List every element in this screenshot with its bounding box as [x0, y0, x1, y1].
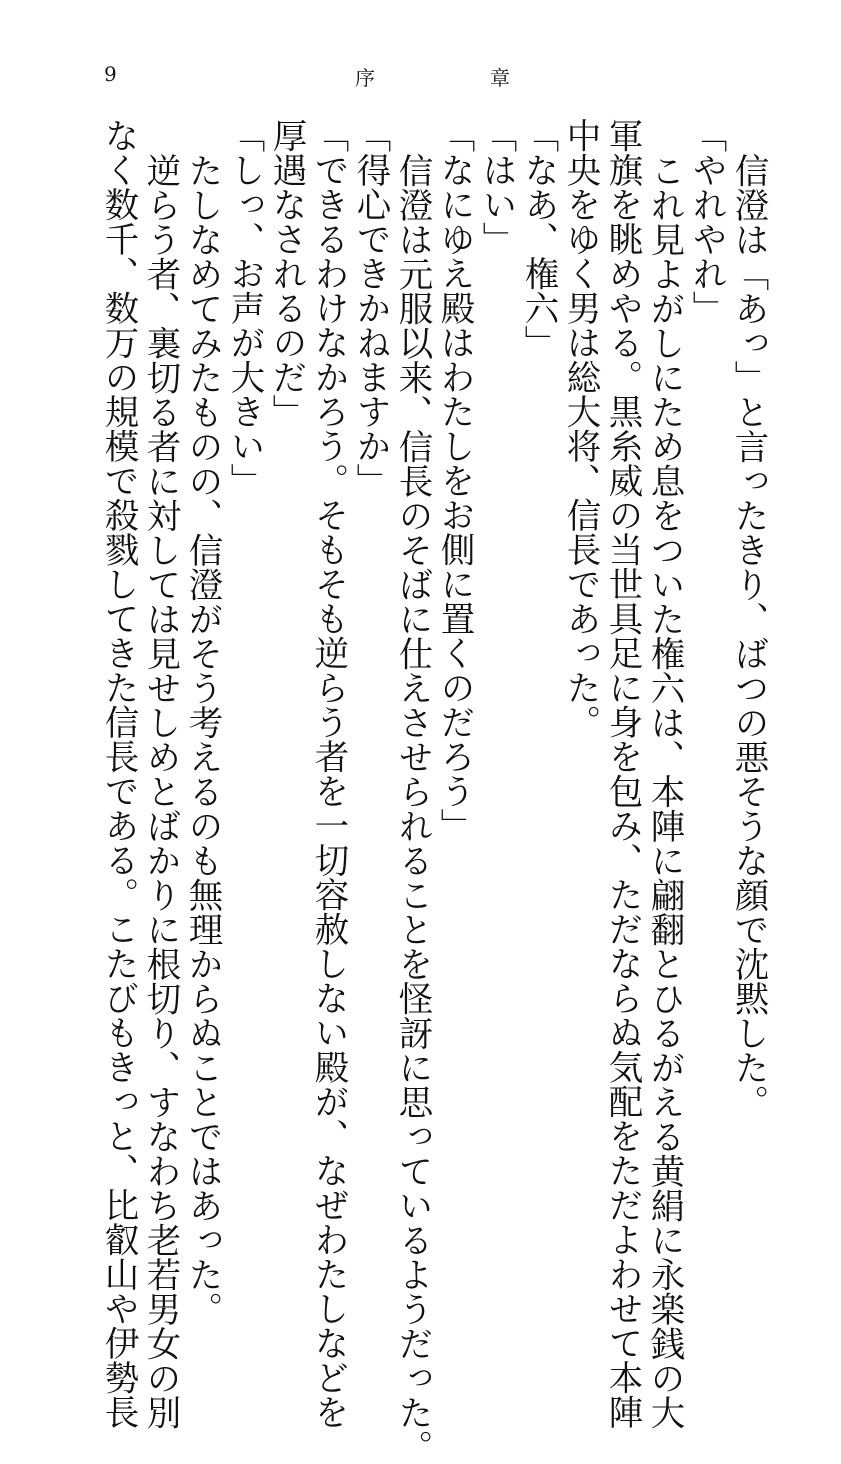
text-line: これ見よがしにため息をついた権六は、本陣に翩翻とひるがえる黄絹に永楽銭の大: [644, 152, 684, 1429]
text-line: 「はい」: [476, 118, 516, 256]
page-header: [0, 62, 841, 92]
text-line: 厚遇なされるのだ」: [266, 118, 306, 429]
text-line: たしなめてみたものの、信澄がそう考えるのも無理からぬことではあった。: [182, 152, 222, 1326]
chapter-title: 序章: [355, 66, 625, 90]
text-line: 「得心できかねますか」: [350, 118, 390, 498]
text-line: 信澄は「あっ」と言ったきり、ばつの悪そうな顔で沈黙した。: [728, 152, 768, 1119]
text-line: なく数千、数万の規模で殺戮してきた信長である。こたびもきっと、比叡山や伊勢長: [98, 118, 138, 1429]
text-line: 逆らう者、裏切る者に対しては見せしめとばかりに根切り、すなわち老若男女の別: [140, 152, 180, 1429]
text-line: 軍旗を眺めやる。黒糸威の当世具足に身を包み、ただならぬ気配をただよわせて本陣: [602, 118, 642, 1429]
body-text: [97, 118, 769, 1464]
page-number: 9: [104, 62, 117, 86]
text-line: 「しっ、お声が大きい」: [224, 118, 264, 498]
text-line: 「できるわけなかろう。そもそも逆らう者を一切容赦しない殿が、なぜわたしなどを: [308, 118, 348, 1429]
text-line: 「やれやれ」: [686, 118, 726, 325]
text-line: 信澄は元服以来、信長のそばに仕えさせられることを怪訝に思っているようだった。: [392, 152, 432, 1464]
text-line: 「なにゆえ殿はわたしをお側に置くのだろう」: [434, 118, 474, 843]
text-line: 中央をゆく男は総大将、信長であった。: [560, 118, 600, 739]
text-line: 「なあ、権六」: [518, 118, 558, 360]
